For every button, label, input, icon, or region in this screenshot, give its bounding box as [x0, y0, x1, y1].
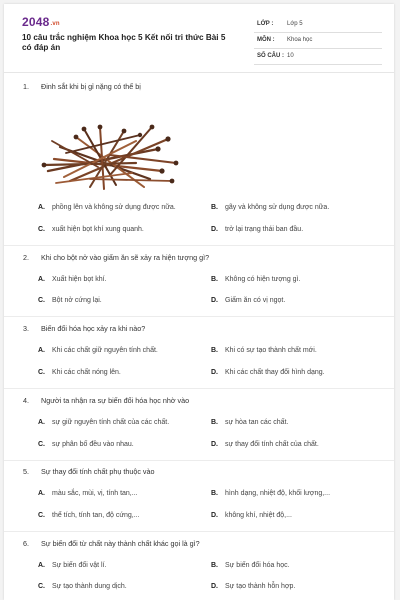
option-text: Sự biến đổi hóa học. [225, 562, 290, 569]
question-number: 4. [23, 396, 29, 405]
option-text: sự hòa tan các chất. [225, 419, 289, 426]
option-letter: C. [38, 297, 45, 304]
question-divider [4, 531, 394, 532]
option-a[interactable] [38, 276, 106, 283]
option-letter: A. [38, 204, 45, 211]
option-b[interactable] [211, 347, 317, 354]
question-number: 1. [23, 82, 29, 91]
meta-value: Lớp 5 [287, 21, 303, 27]
option-letter: C. [38, 512, 45, 519]
page-title: 10 câu trắc nghiệm Khoa học 5 Kết nối tri thức Bài 5 có đáp án [22, 33, 226, 52]
site-logo[interactable] [22, 15, 60, 29]
option-text: hình dạng, nhiệt độ, khối lượng,... [225, 490, 331, 497]
option-letter: B. [211, 204, 218, 211]
meta-label: SỐ CÂU : [257, 53, 284, 59]
option-b[interactable] [211, 562, 290, 569]
option-letter: D. [211, 226, 218, 233]
option-text: Giấm ăn có vị ngọt. [225, 297, 286, 304]
option-letter: B. [211, 276, 218, 283]
option-text: Sự tạo thành hỗn hợp. [225, 583, 296, 590]
header-divider [4, 72, 394, 73]
question-number: 2. [23, 253, 29, 262]
option-text: Khi các chất nóng lên. [52, 369, 121, 376]
option-d[interactable] [211, 512, 292, 519]
question-stem: Người ta nhận ra sự biến đổi hóa học nhờ vào [41, 396, 190, 405]
option-letter: D. [211, 369, 218, 376]
question-divider [4, 316, 394, 317]
option-a[interactable] [38, 490, 138, 497]
meta-table [254, 17, 382, 65]
option-letter: A. [38, 419, 45, 426]
option-text: Xuất hiện bọt khí. [52, 276, 107, 283]
option-text: không khí, nhiệt độ,... [225, 512, 292, 519]
question-text [23, 467, 155, 476]
meta-label: LỚP : [257, 21, 274, 27]
option-d[interactable] [211, 297, 285, 304]
question-stem: Sự biến đổi từ chất này thành chất khác gọi là gì? [41, 539, 200, 548]
question-text [23, 396, 189, 405]
question-number: 3. [23, 324, 29, 333]
option-letter: D. [211, 441, 218, 448]
question-stem: Đinh sắt khi bị gỉ nặng có thể bị [41, 82, 141, 91]
option-text: Bột nở cứng lại. [52, 297, 102, 304]
option-a[interactable] [38, 204, 176, 211]
question-stem: Khi cho bột nở vào giấm ăn sẽ xảy ra hiện tượng gì? [41, 253, 210, 262]
option-text: Sự tạo thành dung dịch. [52, 583, 127, 590]
option-letter: B. [211, 490, 218, 497]
option-text: Khi các chất thay đổi hình dạng. [225, 369, 325, 376]
option-letter: C. [38, 441, 45, 448]
option-a[interactable] [38, 347, 158, 354]
meta-value: 10 [287, 53, 294, 59]
option-letter: C. [38, 369, 45, 376]
question-stem: Sự thay đổi tính chất phụ thuộc vào [41, 467, 155, 476]
option-b[interactable] [211, 419, 288, 426]
meta-row-class [254, 17, 382, 33]
option-c[interactable] [38, 369, 121, 376]
logo-suffix: .vn [50, 21, 60, 27]
question-text [23, 539, 200, 548]
question-number: 6. [23, 539, 29, 548]
option-text: sự giữ nguyên tính chất của các chất. [52, 419, 170, 426]
worksheet [4, 4, 394, 600]
option-text: Khi có sự tạo thành chất mới. [225, 347, 317, 354]
header [4, 4, 394, 64]
option-d[interactable] [211, 441, 319, 448]
question-divider [4, 245, 394, 246]
option-text: gãy và không sử dụng được nữa. [225, 204, 330, 211]
option-d[interactable] [211, 583, 295, 590]
option-letter: B. [211, 562, 218, 569]
option-letter: D. [211, 297, 218, 304]
option-text: trở lại trạng thái ban đầu. [225, 226, 304, 233]
option-letter: A. [38, 490, 45, 497]
option-c[interactable] [38, 297, 102, 304]
option-d[interactable] [211, 226, 303, 233]
option-text: Khi các chất giữ nguyên tính chất. [52, 347, 158, 354]
option-a[interactable] [38, 562, 107, 569]
question-stem: Biến đổi hóa học xảy ra khi nào? [41, 324, 146, 333]
option-c[interactable] [38, 441, 134, 448]
option-c[interactable] [38, 512, 140, 519]
option-letter: D. [211, 583, 218, 590]
question-text [23, 253, 209, 262]
meta-row-subject [254, 33, 382, 49]
rusty-nails-image [40, 119, 180, 194]
option-b[interactable] [211, 276, 300, 283]
meta-row-count [254, 49, 382, 65]
option-text: thể tích, tính tan, độ cứng,... [52, 512, 140, 519]
question-divider [4, 460, 394, 461]
option-letter: B. [211, 347, 218, 354]
option-text: sự phân bố đều vào nhau. [52, 441, 134, 448]
meta-value: Khoa học [287, 37, 313, 43]
option-text: phồng lên và không sử dụng được nữa. [52, 204, 176, 211]
option-letter: A. [38, 347, 45, 354]
option-text: sự thay đổi tính chất của chất. [225, 441, 319, 448]
option-text: màu sắc, mùi, vị, tính tan,... [52, 490, 138, 497]
question-text [23, 82, 141, 91]
option-d[interactable] [211, 369, 325, 376]
option-letter: D. [211, 512, 218, 519]
meta-label: MÔN : [257, 37, 275, 43]
option-c[interactable] [38, 583, 127, 590]
option-b[interactable] [211, 204, 329, 211]
option-letter: A. [38, 562, 45, 569]
option-letter: B. [211, 419, 218, 426]
logo-text: 2048 [22, 15, 50, 29]
question-text [23, 324, 145, 333]
option-letter: C. [38, 226, 45, 233]
option-text: Không có hiện tượng gì. [225, 276, 301, 283]
question-divider [4, 388, 394, 389]
option-letter: C. [38, 583, 45, 590]
question-number: 5. [23, 467, 29, 476]
option-a[interactable] [38, 419, 169, 426]
option-b[interactable] [211, 490, 330, 497]
option-text: Sự biến đổi vật lí. [52, 562, 107, 569]
option-letter: A. [38, 276, 45, 283]
option-text: xuất hiện bọt khí xung quanh. [52, 226, 144, 233]
option-c[interactable] [38, 226, 144, 233]
